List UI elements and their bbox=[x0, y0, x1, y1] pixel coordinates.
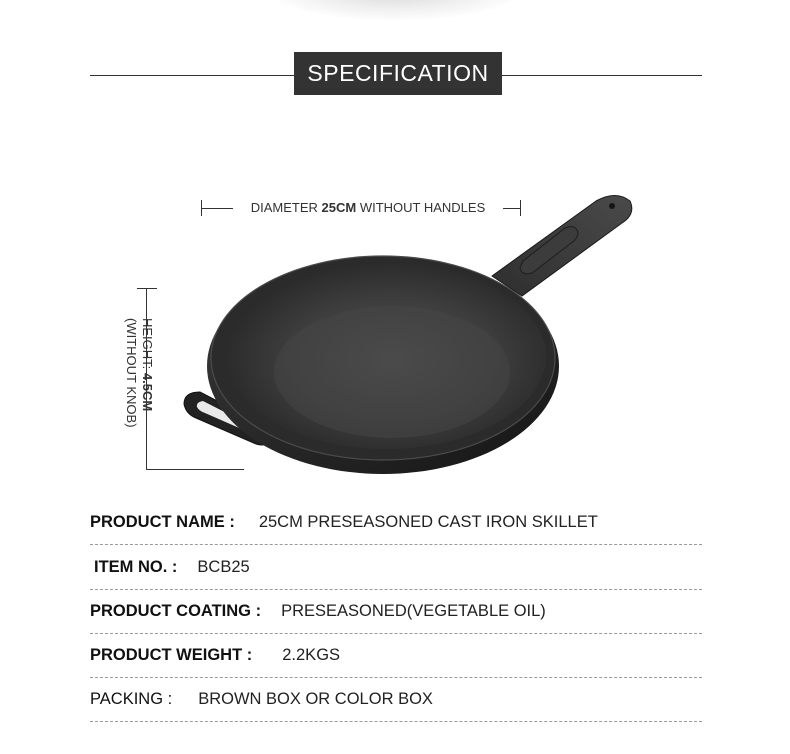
spec-key: ITEM NO. : bbox=[94, 558, 178, 576]
dimension-cap-right bbox=[520, 200, 521, 216]
diameter-dimension bbox=[201, 196, 521, 220]
spec-row-product-name bbox=[90, 500, 702, 545]
diameter-label bbox=[237, 200, 499, 216]
height-base-line bbox=[146, 469, 244, 470]
spec-row-product-weight bbox=[90, 633, 702, 678]
height-note: (WITHOUT KNOB) bbox=[124, 318, 139, 428]
spec-row-product-coating bbox=[90, 589, 702, 634]
spec-key: PRODUCT WEIGHT : bbox=[90, 646, 253, 664]
spec-key: PRODUCT NAME : bbox=[90, 513, 235, 531]
height-dimension bbox=[118, 288, 218, 470]
spec-row-packing bbox=[90, 677, 702, 722]
spec-row-item-no bbox=[90, 545, 702, 590]
section-title: SPECIFICATION bbox=[294, 52, 502, 95]
spec-value: PRESEASONED(VEGETABLE OIL) bbox=[281, 602, 546, 620]
height-prefix: HEIGHT: bbox=[140, 318, 155, 373]
diameter-suffix: WITHOUT HANDLES bbox=[356, 200, 486, 215]
spec-value: BROWN BOX OR COLOR BOX bbox=[198, 690, 433, 708]
height-value: 4.5CM bbox=[140, 372, 155, 412]
diameter-value: 25CM bbox=[321, 200, 357, 215]
height-label bbox=[123, 318, 155, 428]
spec-value: 2.2KGS bbox=[282, 646, 341, 664]
spec-value: 25CM PRESEASONED CAST IRON SKILLET bbox=[258, 513, 598, 531]
height-cap-top bbox=[137, 288, 157, 289]
diameter-prefix: DIAMETER bbox=[250, 200, 322, 215]
dimension-line-left bbox=[201, 208, 233, 209]
dimension-line-right bbox=[503, 208, 521, 209]
spec-key: PRODUCT COATING : bbox=[90, 602, 262, 620]
spec-value: BCB25 bbox=[197, 558, 250, 576]
spec-key: PACKING : bbox=[90, 690, 173, 708]
